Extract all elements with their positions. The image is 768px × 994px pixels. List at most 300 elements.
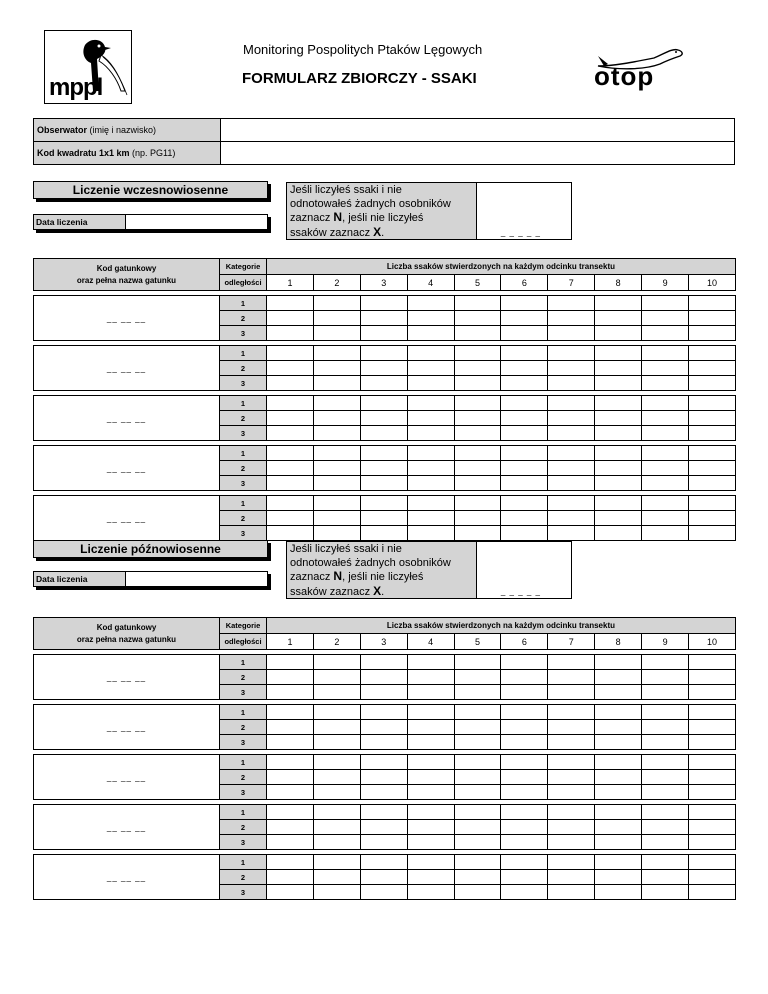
count-cell[interactable] bbox=[595, 426, 642, 441]
count-cell[interactable] bbox=[501, 476, 548, 491]
count-cell[interactable] bbox=[407, 346, 454, 361]
count-cell[interactable] bbox=[454, 835, 501, 850]
count-cell[interactable] bbox=[595, 476, 642, 491]
count-cell[interactable] bbox=[548, 705, 595, 720]
count-cell[interactable] bbox=[642, 496, 689, 511]
count-cell[interactable] bbox=[501, 685, 548, 700]
count-cell[interactable] bbox=[313, 326, 360, 341]
count-cell[interactable] bbox=[642, 511, 689, 526]
count-cell[interactable] bbox=[689, 476, 736, 491]
count-cell[interactable] bbox=[407, 855, 454, 870]
count-cell[interactable] bbox=[595, 446, 642, 461]
count-cell[interactable] bbox=[267, 655, 314, 670]
count-cell[interactable] bbox=[313, 411, 360, 426]
count-cell[interactable] bbox=[407, 296, 454, 311]
count-cell[interactable] bbox=[642, 870, 689, 885]
count-cell[interactable] bbox=[313, 461, 360, 476]
count-cell[interactable] bbox=[689, 755, 736, 770]
count-cell[interactable] bbox=[407, 805, 454, 820]
count-cell[interactable] bbox=[689, 770, 736, 785]
count-cell[interactable] bbox=[548, 770, 595, 785]
count-cell[interactable] bbox=[360, 805, 407, 820]
count-cell[interactable] bbox=[642, 755, 689, 770]
count-cell[interactable] bbox=[595, 311, 642, 326]
count-cell[interactable] bbox=[595, 735, 642, 750]
count-cell[interactable] bbox=[548, 670, 595, 685]
count-cell[interactable] bbox=[642, 526, 689, 541]
count-cell[interactable] bbox=[360, 735, 407, 750]
count-cell[interactable] bbox=[267, 461, 314, 476]
count-cell[interactable] bbox=[360, 720, 407, 735]
count-cell[interactable] bbox=[360, 426, 407, 441]
square-code-field[interactable] bbox=[221, 142, 735, 165]
count-cell[interactable] bbox=[501, 785, 548, 800]
count-cell[interactable] bbox=[501, 755, 548, 770]
count-cell[interactable] bbox=[501, 870, 548, 885]
species-code-field[interactable]: __ __ __ bbox=[34, 446, 220, 491]
count-cell[interactable] bbox=[642, 785, 689, 800]
count-cell[interactable] bbox=[689, 685, 736, 700]
count-cell[interactable] bbox=[313, 346, 360, 361]
count-cell[interactable] bbox=[407, 720, 454, 735]
count-cell[interactable] bbox=[407, 511, 454, 526]
count-cell[interactable] bbox=[689, 885, 736, 900]
count-cell[interactable] bbox=[548, 835, 595, 850]
count-cell[interactable] bbox=[407, 670, 454, 685]
count-cell[interactable] bbox=[407, 885, 454, 900]
count-cell[interactable] bbox=[454, 820, 501, 835]
count-cell[interactable] bbox=[267, 476, 314, 491]
count-cell[interactable] bbox=[595, 685, 642, 700]
count-cell[interactable] bbox=[454, 361, 501, 376]
count-cell[interactable] bbox=[267, 311, 314, 326]
count-cell[interactable] bbox=[313, 735, 360, 750]
count-cell[interactable] bbox=[548, 346, 595, 361]
count-cell[interactable] bbox=[407, 835, 454, 850]
count-cell[interactable] bbox=[454, 296, 501, 311]
species-code-field[interactable]: __ __ __ bbox=[34, 755, 220, 800]
count-cell[interactable] bbox=[454, 655, 501, 670]
count-cell[interactable] bbox=[501, 720, 548, 735]
count-cell[interactable] bbox=[360, 785, 407, 800]
count-cell[interactable] bbox=[548, 655, 595, 670]
count-cell[interactable] bbox=[689, 526, 736, 541]
count-cell[interactable] bbox=[689, 820, 736, 835]
count-cell[interactable] bbox=[454, 346, 501, 361]
count-cell[interactable] bbox=[454, 511, 501, 526]
count-cell[interactable] bbox=[313, 670, 360, 685]
count-cell[interactable] bbox=[360, 411, 407, 426]
count-cell[interactable] bbox=[407, 411, 454, 426]
count-cell[interactable] bbox=[267, 785, 314, 800]
count-cell[interactable] bbox=[501, 885, 548, 900]
count-cell[interactable] bbox=[360, 655, 407, 670]
count-cell[interactable] bbox=[548, 461, 595, 476]
count-cell[interactable] bbox=[501, 296, 548, 311]
count-cell[interactable] bbox=[360, 885, 407, 900]
count-cell[interactable] bbox=[501, 311, 548, 326]
count-cell[interactable] bbox=[360, 770, 407, 785]
count-cell[interactable] bbox=[642, 655, 689, 670]
count-cell[interactable] bbox=[548, 411, 595, 426]
count-cell[interactable] bbox=[454, 805, 501, 820]
species-code-field[interactable]: __ __ __ bbox=[34, 396, 220, 441]
count-cell[interactable] bbox=[360, 476, 407, 491]
count-cell[interactable] bbox=[454, 411, 501, 426]
count-cell[interactable] bbox=[407, 770, 454, 785]
count-cell[interactable] bbox=[642, 361, 689, 376]
count-cell[interactable] bbox=[454, 376, 501, 391]
count-cell[interactable] bbox=[642, 311, 689, 326]
count-cell[interactable] bbox=[454, 770, 501, 785]
species-code-field[interactable]: __ __ __ bbox=[34, 346, 220, 391]
count-cell[interactable] bbox=[407, 496, 454, 511]
count-cell[interactable] bbox=[407, 870, 454, 885]
count-cell[interactable] bbox=[548, 446, 595, 461]
count-cell[interactable] bbox=[313, 396, 360, 411]
count-cell[interactable] bbox=[407, 461, 454, 476]
count-cell[interactable] bbox=[548, 785, 595, 800]
count-cell[interactable] bbox=[407, 820, 454, 835]
count-cell[interactable] bbox=[407, 785, 454, 800]
count-cell[interactable] bbox=[313, 296, 360, 311]
count-cell[interactable] bbox=[267, 705, 314, 720]
count-cell[interactable] bbox=[548, 511, 595, 526]
count-cell[interactable] bbox=[267, 770, 314, 785]
count-cell[interactable] bbox=[548, 526, 595, 541]
count-cell[interactable] bbox=[267, 411, 314, 426]
count-cell[interactable] bbox=[689, 496, 736, 511]
count-cell[interactable] bbox=[501, 670, 548, 685]
count-cell[interactable] bbox=[360, 376, 407, 391]
count-cell[interactable] bbox=[360, 870, 407, 885]
count-cell[interactable] bbox=[642, 411, 689, 426]
count-cell[interactable] bbox=[689, 805, 736, 820]
count-cell[interactable] bbox=[501, 511, 548, 526]
count-cell[interactable] bbox=[689, 361, 736, 376]
count-cell[interactable] bbox=[548, 720, 595, 735]
count-cell[interactable] bbox=[313, 720, 360, 735]
count-cell[interactable] bbox=[595, 755, 642, 770]
count-cell[interactable] bbox=[548, 805, 595, 820]
count-cell[interactable] bbox=[642, 685, 689, 700]
count-cell[interactable] bbox=[313, 685, 360, 700]
count-cell[interactable] bbox=[360, 835, 407, 850]
count-cell[interactable] bbox=[548, 326, 595, 341]
count-cell[interactable] bbox=[407, 655, 454, 670]
count-cell[interactable] bbox=[689, 670, 736, 685]
count-cell[interactable] bbox=[407, 526, 454, 541]
count-cell[interactable] bbox=[313, 311, 360, 326]
count-cell[interactable] bbox=[407, 705, 454, 720]
count-cell[interactable] bbox=[595, 655, 642, 670]
count-cell[interactable] bbox=[595, 835, 642, 850]
count-cell[interactable] bbox=[267, 835, 314, 850]
count-cell[interactable] bbox=[689, 735, 736, 750]
count-cell[interactable] bbox=[454, 670, 501, 685]
count-cell[interactable] bbox=[407, 476, 454, 491]
count-cell[interactable] bbox=[313, 526, 360, 541]
count-cell[interactable] bbox=[454, 735, 501, 750]
count-cell[interactable] bbox=[595, 326, 642, 341]
count-cell[interactable] bbox=[689, 835, 736, 850]
count-cell[interactable] bbox=[548, 820, 595, 835]
count-cell[interactable] bbox=[501, 411, 548, 426]
count-cell[interactable] bbox=[267, 735, 314, 750]
count-cell[interactable] bbox=[313, 511, 360, 526]
count-cell[interactable] bbox=[360, 296, 407, 311]
count-cell[interactable] bbox=[501, 396, 548, 411]
count-cell[interactable] bbox=[313, 705, 360, 720]
count-cell[interactable] bbox=[407, 311, 454, 326]
count-cell[interactable] bbox=[267, 376, 314, 391]
count-cell[interactable] bbox=[501, 770, 548, 785]
count-cell[interactable] bbox=[548, 685, 595, 700]
count-cell[interactable] bbox=[313, 855, 360, 870]
count-cell[interactable] bbox=[642, 670, 689, 685]
count-cell[interactable] bbox=[501, 835, 548, 850]
count-cell[interactable] bbox=[360, 855, 407, 870]
count-cell[interactable] bbox=[689, 655, 736, 670]
count-cell[interactable] bbox=[689, 511, 736, 526]
count-cell[interactable] bbox=[360, 361, 407, 376]
count-cell[interactable] bbox=[595, 511, 642, 526]
count-cell[interactable] bbox=[313, 476, 360, 491]
species-code-field[interactable]: __ __ __ bbox=[34, 496, 220, 541]
count-cell[interactable] bbox=[313, 446, 360, 461]
count-cell[interactable] bbox=[642, 720, 689, 735]
count-cell[interactable] bbox=[454, 476, 501, 491]
count-cell[interactable] bbox=[313, 376, 360, 391]
count-cell[interactable] bbox=[595, 526, 642, 541]
count-cell[interactable] bbox=[501, 496, 548, 511]
count-cell[interactable] bbox=[454, 885, 501, 900]
count-cell[interactable] bbox=[689, 785, 736, 800]
count-cell[interactable] bbox=[501, 426, 548, 441]
count-cell[interactable] bbox=[689, 446, 736, 461]
count-cell[interactable] bbox=[501, 346, 548, 361]
species-code-field[interactable]: __ __ __ bbox=[34, 805, 220, 850]
count-cell[interactable] bbox=[548, 735, 595, 750]
count-cell[interactable] bbox=[407, 361, 454, 376]
date-field[interactable] bbox=[126, 572, 267, 586]
count-cell[interactable] bbox=[454, 720, 501, 735]
count-cell[interactable] bbox=[548, 755, 595, 770]
count-cell[interactable] bbox=[595, 670, 642, 685]
count-cell[interactable] bbox=[595, 396, 642, 411]
count-cell[interactable] bbox=[407, 735, 454, 750]
count-cell[interactable] bbox=[454, 685, 501, 700]
count-cell[interactable] bbox=[267, 426, 314, 441]
count-cell[interactable] bbox=[360, 346, 407, 361]
count-cell[interactable] bbox=[548, 376, 595, 391]
count-cell[interactable] bbox=[267, 296, 314, 311]
count-cell[interactable] bbox=[642, 461, 689, 476]
count-cell[interactable] bbox=[360, 685, 407, 700]
count-cell[interactable] bbox=[689, 855, 736, 870]
count-cell[interactable] bbox=[548, 311, 595, 326]
count-cell[interactable] bbox=[595, 411, 642, 426]
count-cell[interactable] bbox=[360, 820, 407, 835]
count-cell[interactable] bbox=[642, 835, 689, 850]
observer-field[interactable] bbox=[221, 119, 735, 142]
count-cell[interactable] bbox=[454, 311, 501, 326]
count-cell[interactable] bbox=[595, 720, 642, 735]
count-cell[interactable] bbox=[548, 396, 595, 411]
count-cell[interactable] bbox=[454, 426, 501, 441]
species-code-field[interactable]: __ __ __ bbox=[34, 655, 220, 700]
count-cell[interactable] bbox=[548, 426, 595, 441]
species-code-field[interactable]: __ __ __ bbox=[34, 855, 220, 900]
count-cell[interactable] bbox=[360, 396, 407, 411]
count-cell[interactable] bbox=[454, 870, 501, 885]
count-cell[interactable] bbox=[360, 670, 407, 685]
count-cell[interactable] bbox=[267, 820, 314, 835]
count-cell[interactable] bbox=[454, 526, 501, 541]
count-cell[interactable] bbox=[642, 770, 689, 785]
count-cell[interactable] bbox=[267, 805, 314, 820]
count-cell[interactable] bbox=[689, 376, 736, 391]
count-cell[interactable] bbox=[267, 855, 314, 870]
count-cell[interactable] bbox=[267, 396, 314, 411]
count-cell[interactable] bbox=[501, 376, 548, 391]
none-mark-field[interactable]: _ _ _ _ _ bbox=[500, 587, 541, 596]
count-cell[interactable] bbox=[360, 446, 407, 461]
count-cell[interactable] bbox=[267, 346, 314, 361]
count-cell[interactable] bbox=[313, 885, 360, 900]
count-cell[interactable] bbox=[548, 870, 595, 885]
count-cell[interactable] bbox=[267, 755, 314, 770]
count-cell[interactable] bbox=[548, 361, 595, 376]
count-cell[interactable] bbox=[360, 755, 407, 770]
count-cell[interactable] bbox=[501, 526, 548, 541]
count-cell[interactable] bbox=[689, 311, 736, 326]
count-cell[interactable] bbox=[407, 685, 454, 700]
count-cell[interactable] bbox=[642, 376, 689, 391]
count-cell[interactable] bbox=[313, 770, 360, 785]
count-cell[interactable] bbox=[548, 476, 595, 491]
count-cell[interactable] bbox=[407, 446, 454, 461]
none-mark-field[interactable]: _ _ _ _ _ bbox=[500, 228, 541, 237]
count-cell[interactable] bbox=[595, 855, 642, 870]
count-cell[interactable] bbox=[407, 326, 454, 341]
count-cell[interactable] bbox=[313, 785, 360, 800]
count-cell[interactable] bbox=[595, 361, 642, 376]
count-cell[interactable] bbox=[642, 326, 689, 341]
count-cell[interactable] bbox=[689, 426, 736, 441]
count-cell[interactable] bbox=[548, 296, 595, 311]
count-cell[interactable] bbox=[595, 705, 642, 720]
count-cell[interactable] bbox=[642, 296, 689, 311]
count-cell[interactable] bbox=[689, 720, 736, 735]
species-code-field[interactable]: __ __ __ bbox=[34, 296, 220, 341]
count-cell[interactable] bbox=[267, 526, 314, 541]
count-cell[interactable] bbox=[501, 805, 548, 820]
count-cell[interactable] bbox=[360, 326, 407, 341]
count-cell[interactable] bbox=[642, 426, 689, 441]
count-cell[interactable] bbox=[454, 496, 501, 511]
count-cell[interactable] bbox=[642, 446, 689, 461]
species-code-field[interactable]: __ __ __ bbox=[34, 705, 220, 750]
count-cell[interactable] bbox=[501, 705, 548, 720]
count-cell[interactable] bbox=[501, 855, 548, 870]
count-cell[interactable] bbox=[689, 296, 736, 311]
count-cell[interactable] bbox=[313, 496, 360, 511]
count-cell[interactable] bbox=[595, 885, 642, 900]
count-cell[interactable] bbox=[360, 496, 407, 511]
count-cell[interactable] bbox=[548, 496, 595, 511]
count-cell[interactable] bbox=[642, 705, 689, 720]
count-cell[interactable] bbox=[595, 296, 642, 311]
count-cell[interactable] bbox=[267, 326, 314, 341]
count-cell[interactable] bbox=[595, 785, 642, 800]
count-cell[interactable] bbox=[267, 446, 314, 461]
count-cell[interactable] bbox=[454, 326, 501, 341]
count-cell[interactable] bbox=[407, 755, 454, 770]
count-cell[interactable] bbox=[501, 820, 548, 835]
count-cell[interactable] bbox=[501, 446, 548, 461]
count-cell[interactable] bbox=[501, 655, 548, 670]
count-cell[interactable] bbox=[360, 705, 407, 720]
count-cell[interactable] bbox=[501, 461, 548, 476]
count-cell[interactable] bbox=[689, 705, 736, 720]
count-cell[interactable] bbox=[454, 461, 501, 476]
count-cell[interactable] bbox=[454, 396, 501, 411]
count-cell[interactable] bbox=[454, 755, 501, 770]
count-cell[interactable] bbox=[454, 785, 501, 800]
count-cell[interactable] bbox=[642, 476, 689, 491]
count-cell[interactable] bbox=[548, 855, 595, 870]
count-cell[interactable] bbox=[360, 526, 407, 541]
count-cell[interactable] bbox=[454, 446, 501, 461]
count-cell[interactable] bbox=[407, 396, 454, 411]
count-cell[interactable] bbox=[642, 396, 689, 411]
count-cell[interactable] bbox=[267, 885, 314, 900]
count-cell[interactable] bbox=[267, 685, 314, 700]
count-cell[interactable] bbox=[642, 885, 689, 900]
count-cell[interactable] bbox=[595, 496, 642, 511]
count-cell[interactable] bbox=[501, 735, 548, 750]
count-cell[interactable] bbox=[595, 820, 642, 835]
count-cell[interactable] bbox=[267, 511, 314, 526]
count-cell[interactable] bbox=[689, 396, 736, 411]
count-cell[interactable] bbox=[454, 855, 501, 870]
count-cell[interactable] bbox=[595, 346, 642, 361]
date-field[interactable] bbox=[126, 215, 267, 229]
count-cell[interactable] bbox=[501, 361, 548, 376]
count-cell[interactable] bbox=[360, 511, 407, 526]
count-cell[interactable] bbox=[595, 770, 642, 785]
count-cell[interactable] bbox=[548, 885, 595, 900]
count-cell[interactable] bbox=[313, 426, 360, 441]
count-cell[interactable] bbox=[313, 870, 360, 885]
count-cell[interactable] bbox=[267, 870, 314, 885]
count-cell[interactable] bbox=[267, 361, 314, 376]
count-cell[interactable] bbox=[642, 855, 689, 870]
count-cell[interactable] bbox=[689, 411, 736, 426]
count-cell[interactable] bbox=[313, 755, 360, 770]
count-cell[interactable] bbox=[642, 820, 689, 835]
count-cell[interactable] bbox=[454, 705, 501, 720]
count-cell[interactable] bbox=[267, 720, 314, 735]
count-cell[interactable] bbox=[313, 805, 360, 820]
count-cell[interactable] bbox=[501, 326, 548, 341]
count-cell[interactable] bbox=[689, 346, 736, 361]
count-cell[interactable] bbox=[267, 670, 314, 685]
count-cell[interactable] bbox=[595, 461, 642, 476]
count-cell[interactable] bbox=[407, 376, 454, 391]
count-cell[interactable] bbox=[689, 326, 736, 341]
